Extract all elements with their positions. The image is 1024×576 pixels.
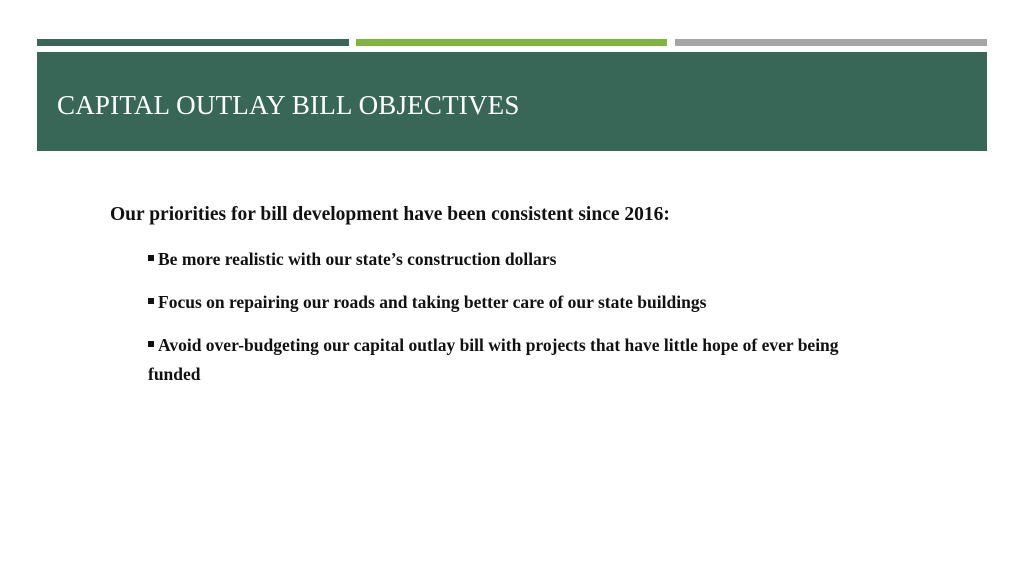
- bullet-list: [110, 245, 870, 389]
- accent-bar-gray: [675, 39, 987, 46]
- bullet-text: Avoid over-budgeting our capital outlay bill with projects that have little hope of ever being funded: [148, 335, 839, 384]
- slide-body: [110, 201, 870, 389]
- bullet-item: [148, 331, 860, 389]
- bullet-item: [148, 288, 870, 317]
- bullet-item: [148, 245, 870, 274]
- accent-bar-light-green: [356, 39, 667, 46]
- bullet-text: Be more realistic with our state’s construction dollars: [158, 249, 557, 269]
- square-bullet-icon: [148, 255, 154, 261]
- square-bullet-icon: [148, 341, 154, 347]
- intro-text: Our priorities for bill development have been consistent since 2016:: [110, 204, 670, 225]
- slide-title: CAPITAL OUTLAY BILL OBJECTIVES: [57, 90, 520, 120]
- square-bullet-icon: [148, 298, 154, 304]
- bullet-text: Focus on repairing our roads and taking better care of our state buildings: [158, 292, 707, 312]
- accent-bar-dark-green: [37, 39, 349, 46]
- title-banner: [37, 52, 987, 151]
